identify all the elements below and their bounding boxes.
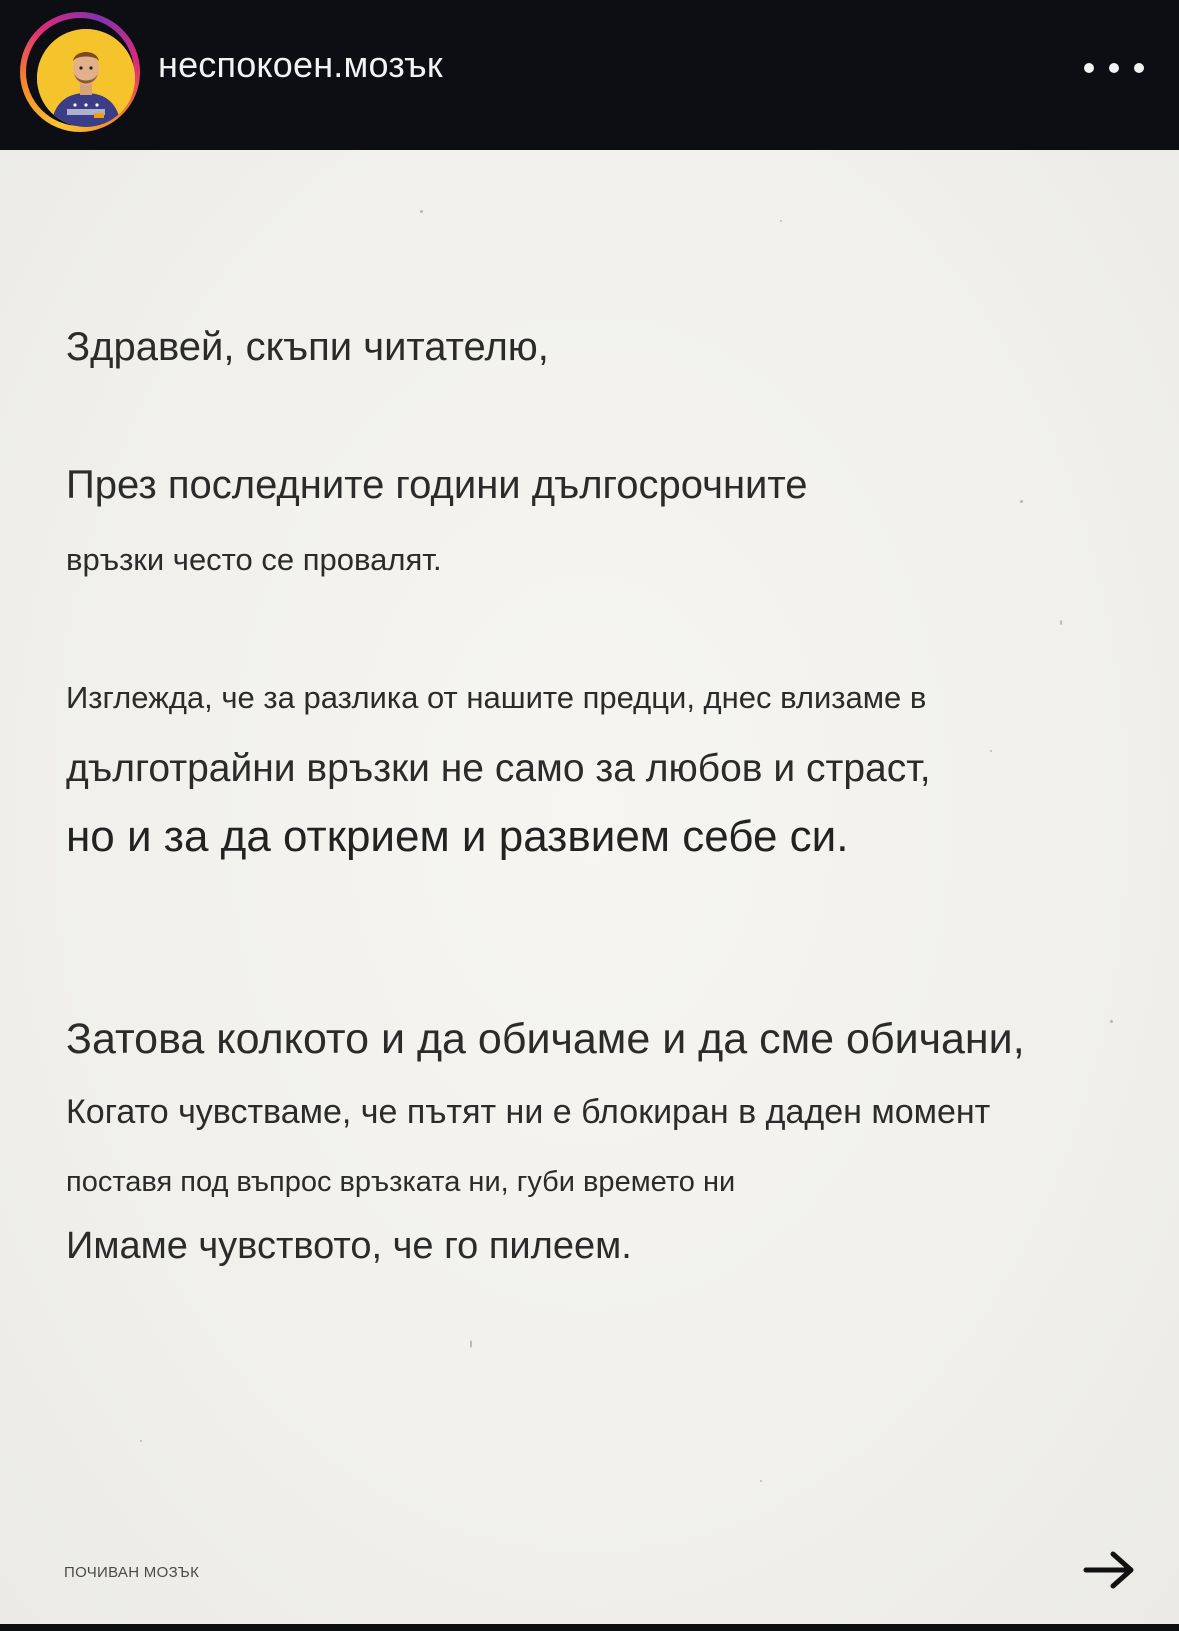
post-header [0, 0, 1179, 150]
post-image [0, 150, 1179, 1624]
paragraph3-line2: Когато чувстваме, че пътят ни е блокиран в даден момент [66, 1093, 991, 1131]
paragraph2-line3: но и за да открием и развием себе си. [66, 812, 849, 861]
paragraph2-line1: Изглежда, че за разлика от нашите предци, днес влизаме в [66, 680, 927, 715]
paper-speck [990, 750, 992, 752]
bottom-edge [0, 1624, 1179, 1631]
paragraph3-line3: поставя под въпрос връзката ни, губи времето ни [66, 1166, 736, 1198]
more-options-button[interactable] [1084, 50, 1144, 86]
paper-speck [760, 1480, 762, 1482]
avatar[interactable] [37, 29, 135, 127]
paper-speck [1060, 620, 1062, 625]
paper-speck [420, 210, 423, 213]
paper-speck [1110, 1020, 1113, 1023]
paragraph1-line2: връзки често се провалят. [66, 542, 442, 577]
paragraph3-line1: Затова колкото и да обичаме и да сме обичани, [66, 1015, 1025, 1063]
paragraph3-line4: Имаме чувството, че го пилеем. [66, 1225, 632, 1267]
story-ring[interactable] [20, 12, 140, 132]
paragraph1-line1: През последните години дългосрочните [66, 463, 808, 507]
arrow-right-icon [1080, 1540, 1140, 1600]
paragraph2-line2: дълготрайни връзки не само за любов и страст, [66, 747, 931, 790]
greeting-text: Здравей, скъпи читателю, [66, 325, 549, 369]
username-link[interactable]: неспокоен.мозък [158, 44, 443, 85]
paper-speck [470, 1340, 472, 1348]
paper-speck [780, 220, 782, 222]
paper-speck [140, 1440, 142, 1442]
more-horizontal-icon [1084, 63, 1094, 73]
brand-footer-label: ПОЧИВАН МОЗЪК [64, 1564, 200, 1581]
avatar-portrait-icon [37, 29, 135, 127]
paper-speck [1020, 500, 1023, 503]
next-slide-button[interactable] [1080, 1540, 1140, 1600]
